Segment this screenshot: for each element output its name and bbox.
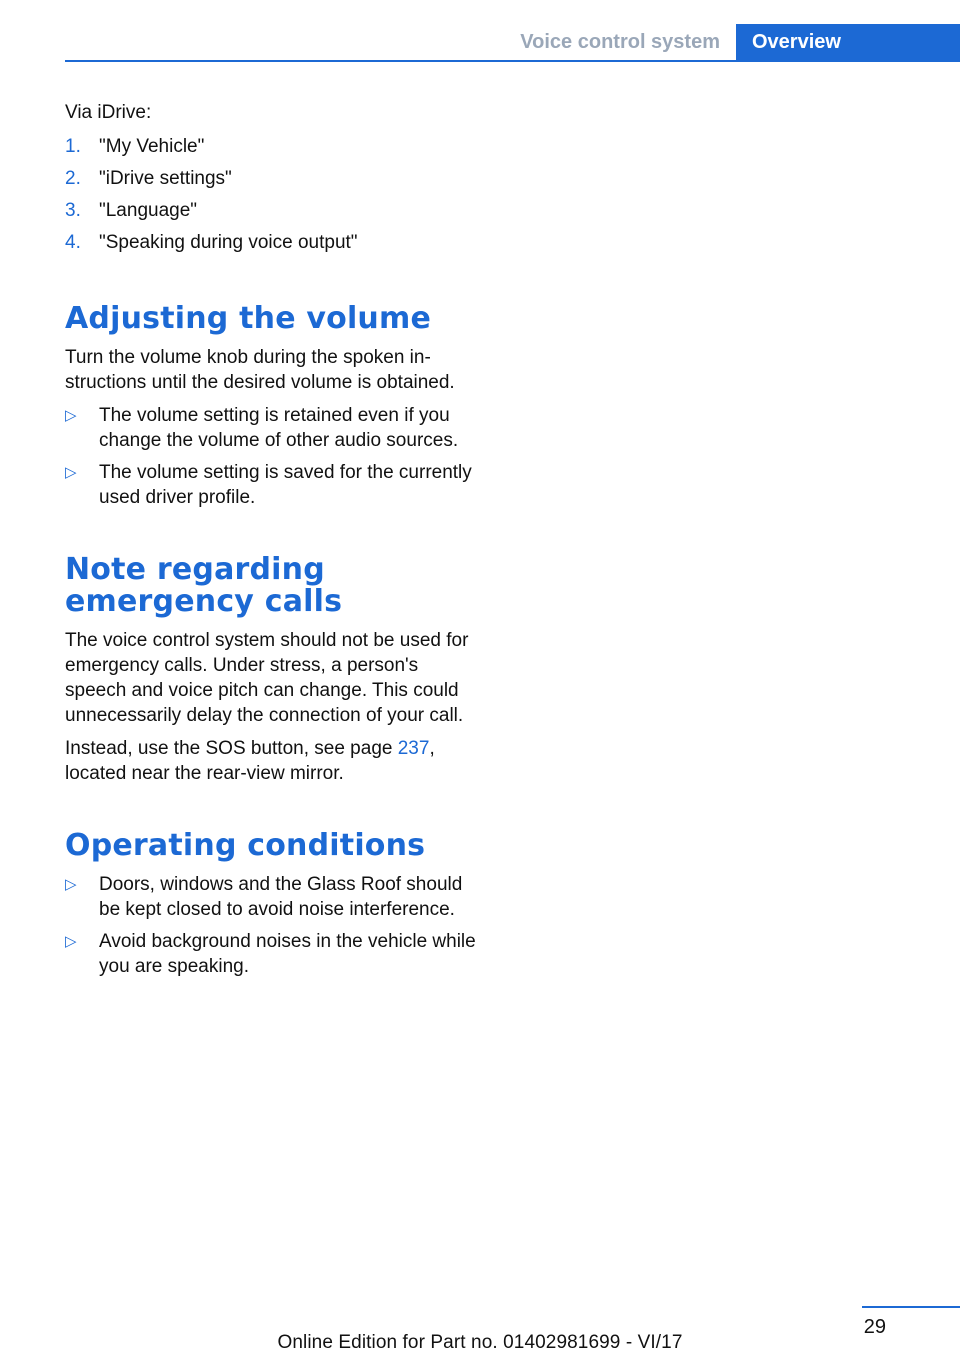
conditions-bullets [65, 872, 480, 979]
bullet-text: Avoid background noises in the vehicle while you are speaking. [99, 931, 476, 977]
main-content [65, 100, 480, 986]
bullet-text: The volume setting is retained even if you change the volume of other audio sources. [99, 405, 459, 451]
footer-rule [862, 1306, 960, 1308]
sos-paragraph [65, 736, 480, 786]
intro-text: Via iDrive: [65, 102, 152, 123]
step-text: "Language" [99, 200, 198, 221]
edition-line: Online Edition for Part no. 01402981699 - VI/17 [277, 1332, 683, 1353]
list-item [65, 872, 480, 922]
list-item [65, 929, 480, 979]
triangle-bullet-icon: ▷ [65, 876, 77, 893]
step-item [65, 163, 480, 195]
step-text: "iDrive settings" [99, 168, 232, 189]
volume-heading: Adjusting the volume [65, 301, 431, 336]
volume-body: Turn the volume knob during the spoken instructions until the desired volume is obtained. [65, 347, 455, 393]
bullet-text: The volume setting is saved for the currently used driver profile. [99, 462, 472, 508]
page-237-link[interactable]: 237 [397, 738, 430, 759]
page-number: 29 [863, 1316, 886, 1338]
header-rule [65, 60, 960, 62]
sos-prefix: Instead, use the SOS button, see page [65, 738, 398, 759]
step-number: 4. [65, 232, 81, 253]
step-item [65, 131, 480, 163]
list-item [65, 403, 480, 453]
page-header [0, 0, 960, 62]
emergency-heading: Note regarding emergency calls [65, 552, 343, 619]
step-text: "Speaking during voice output" [99, 232, 358, 253]
conditions-heading: Operating conditions [65, 828, 426, 863]
step-item [65, 195, 480, 227]
list-item [65, 460, 480, 510]
sos-suffix: , located near the rear-view mirror. [65, 738, 435, 784]
volume-bullets [65, 403, 480, 510]
triangle-bullet-icon: ▷ [65, 464, 77, 481]
triangle-bullet-icon: ▷ [65, 407, 77, 424]
section-tab: Voice control system [520, 31, 720, 53]
bullet-text: Doors, windows and the Glass Roof should be kept closed to avoid noise interference. [99, 874, 463, 920]
triangle-bullet-icon: ▷ [65, 933, 77, 950]
emergency-body: The voice control system should not be used for emergency calls. Under stress, a person's speech and voice pitch can change. This could unnecessarily delay the connection of your call. [65, 630, 469, 726]
step-number: 1. [65, 136, 81, 157]
chapter-tab: Overview [736, 24, 960, 60]
step-item [65, 227, 480, 259]
step-number: 2. [65, 168, 81, 189]
step-text: "My Vehicle" [99, 136, 205, 157]
idrive-steps [65, 131, 480, 259]
step-number: 3. [65, 200, 81, 221]
